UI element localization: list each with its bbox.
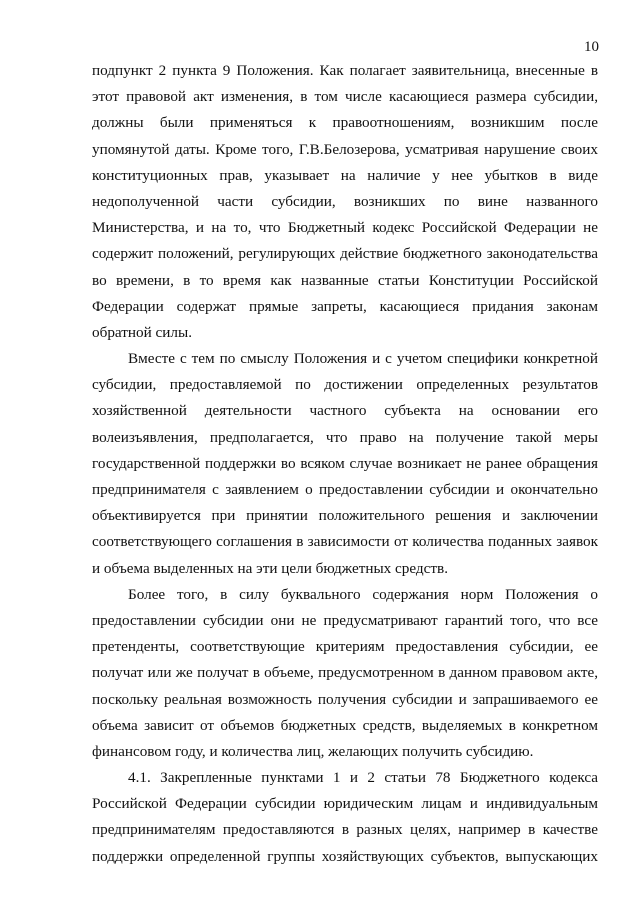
text-line: предоставлении субсидии они не предусматривают гарантий того, что все: [92, 611, 598, 629]
text-line: объективируется при принятии положительного решения и заключении: [92, 507, 598, 525]
text-line: получат или же получат в объеме, предусмотренном в данном правовом акте,: [92, 664, 598, 682]
text-line: подпункт 2 пункта 9 Положения. Как полагает заявительница, внесенные в: [92, 62, 598, 79]
text-line: субсидии, предоставляемой по достижении определенных результатов: [92, 376, 598, 394]
text-line: Министерства, и на то, что Бюджетный кодекс Российской Федерации не: [92, 219, 598, 237]
text-line: волеизъявления, предполагается, что право на получение такой меры: [92, 428, 598, 446]
page-number: 10: [584, 39, 599, 55]
text-line: Более того, в силу буквального содержания норм Положения о: [128, 585, 598, 603]
text-line: 4.1. Закрепленные пунктами 1 и 2 статьи 78 Бюджетного кодекса: [128, 769, 598, 787]
text-line: предпринимателям предоставляются в разных целях, например в качестве: [92, 821, 598, 839]
text-line: государственной поддержки во всяком случае возникает не ранее обращения: [92, 454, 598, 472]
text-line: Федерации содержат прямые запреты, касающиеся придания законам: [92, 297, 598, 315]
text-line: претенденты, соответствующие критериям предоставления субсидии, ее: [92, 638, 598, 656]
text-line: предпринимателя с заявлением о предоставлении субсидии и окончательно: [92, 481, 598, 498]
text-line: обратной силы.: [92, 323, 192, 341]
text-line: должны были применяться к правоотношениям, возникшим после: [92, 114, 598, 132]
text-line: недополученной части субсидии, возникших по вине названного: [92, 192, 598, 210]
text-line: этот правовой акт изменения, в том числе касающиеся размера субсидии,: [92, 88, 598, 106]
text-line: хозяйственной деятельности частного субъекта на основании его: [92, 402, 598, 420]
text-line: поддержки определенной группы хозяйствующих субъектов, выпускающих: [92, 847, 598, 865]
text-line: финансовом году, и количества лиц, желающих получить субсидию.: [92, 742, 534, 760]
text-line: Вместе с тем по смыслу Положения и с учетом специфики конкретной: [128, 350, 598, 368]
text-line: упомянутой даты. Кроме того, Г.В.Белозерова, усматривая нарушение своих: [92, 140, 598, 158]
text-line: соответствующего соглашения в зависимости от количества поданных заявок: [92, 533, 598, 551]
text-line: Российской Федерации субсидии юридическим лицам и индивидуальным: [92, 795, 598, 813]
text-line: и объема выделенных на эти цели бюджетных средств.: [92, 559, 449, 577]
text-line: содержит положений, регулирующих действие бюджетного законодательства: [92, 245, 598, 263]
text-line: конституционных прав, указывает на наличие у нее убытков в виде: [92, 166, 598, 184]
body-text: [92, 58, 598, 870]
text-line: объема зависит от объемов бюджетных средств, выделяемых в конкретном: [92, 716, 598, 734]
text-line: во времени, в то время как названные статьи Конституции Российской: [92, 271, 598, 289]
text-line: поскольку реальная возможность получения субсидии и запрашиваемого ее: [92, 690, 598, 708]
